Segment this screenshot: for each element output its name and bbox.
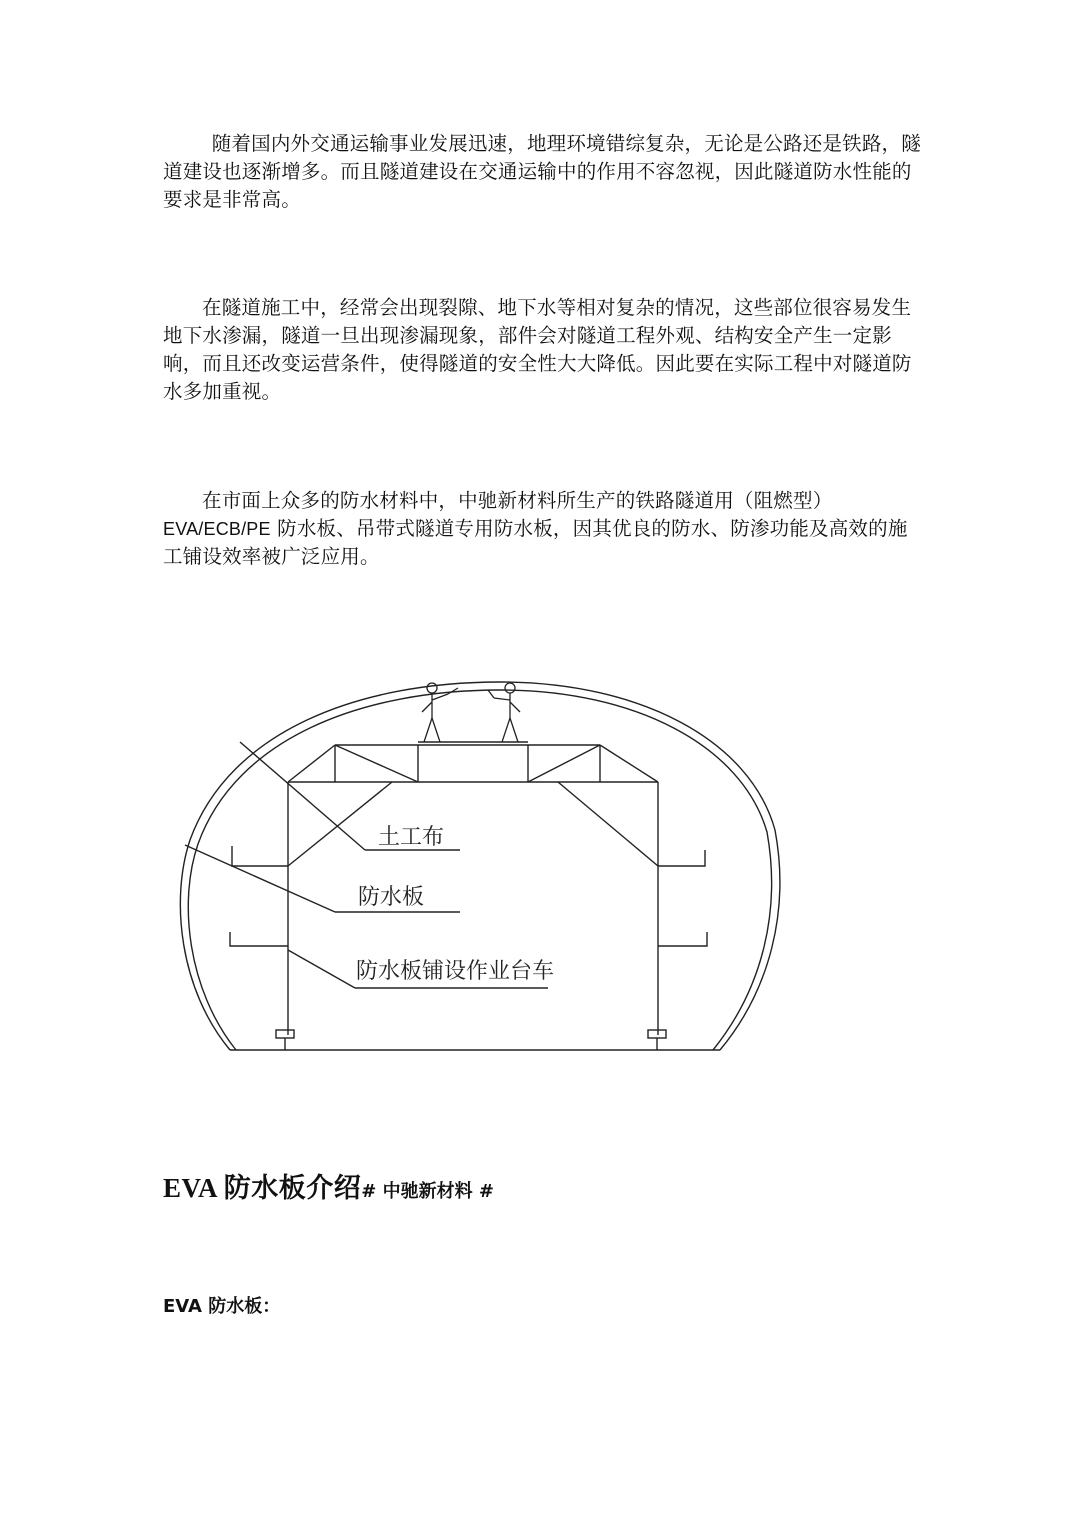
label-geotextile: 土工布 [378, 825, 445, 850]
section-heading-main: EVA 防水板介绍 [163, 1173, 362, 1203]
leader-trolley [288, 950, 355, 988]
material-codes: EVA/ECB/PE [163, 519, 271, 539]
paragraph-3-part-2: 防水板、吊带式隧道专用防水板，因其优良的防水、防渗功能及高效的施工铺设效率被广泛应用。 [163, 517, 908, 568]
section-heading [163, 1166, 494, 1205]
intro-paragraph-1: 随着国内外交通运输事业发展迅速，地理环境错综复杂，无论是公路还是铁路，隧道建设也逐渐增多。而且隧道建设在交通运输中的作用不容忽视，因此隧道防水性能的要求是非常高。 [163, 132, 921, 211]
tunnel-lining-inner [188, 690, 771, 1050]
section-heading-sub: # 中驰新材料 # [361, 1181, 494, 1202]
subsection-heading: EVA 防水板： [163, 1296, 281, 1317]
leader-waterproof-board [185, 845, 335, 912]
label-waterproof-board: 防水板 [358, 885, 425, 910]
leader-geotextile [240, 742, 365, 850]
tunnel-diagram [170, 660, 790, 1070]
worker-figure-left [422, 683, 458, 742]
paragraph-3-part-1: 在市面上众多的防水材料中，中驰新材料所生产的铁路隧道用（阻燃型） [202, 489, 833, 512]
intro-paragraph-2: 在隧道施工中，经常会出现裂隙、地下水等相对复杂的情况，这些部位很容易发生地下水渗漏，隧道一旦出现渗漏现象，部件会对隧道工程外观、结构安全产生一定影响，而且还改变运营条件，使得隧道的安全性大大降低。因此要在实际工程中对隧道防水多加重视。 [163, 296, 912, 403]
label-trolley: 防水板铺设作业台车 [356, 959, 555, 984]
worker-figure-right [488, 683, 520, 742]
intro-paragraph-3 [163, 487, 923, 571]
